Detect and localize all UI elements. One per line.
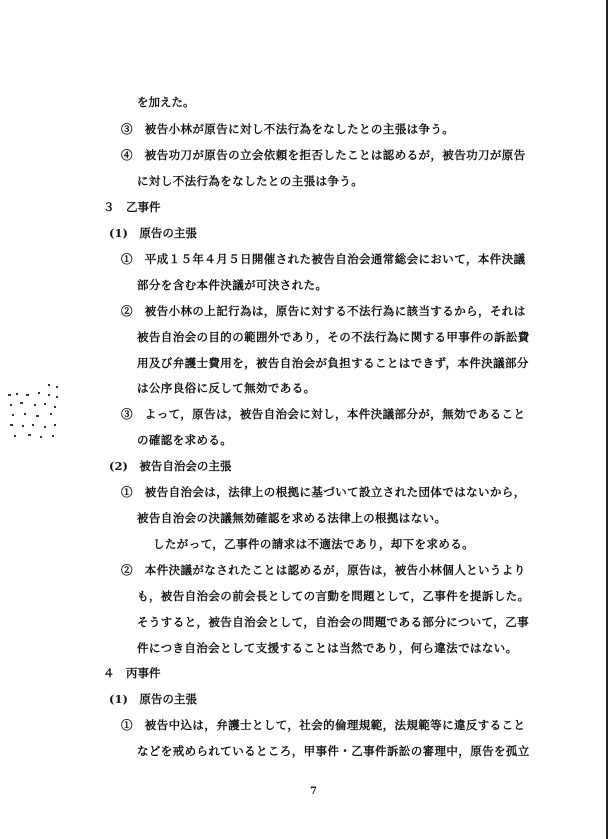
text-line-18: したがって，乙事件の請求は不適法であり，却下を求める。 — [153, 537, 475, 551]
text-line-10: 被告自治会の目的の範囲外であり，その不法行為に関する甲事件の訴訟費 — [137, 330, 530, 344]
text-line-22: 件につき自治会として支援することは当然であり，何ら違法ではない。 — [137, 641, 518, 655]
text-line-20: も，被告自治会の前会長としての言動を問題として，乙事件を提訴した。 — [137, 589, 530, 603]
text-line-1: を加えた。 — [137, 95, 195, 109]
text-line-19: ② 本件決議がなされたことは認めるが，原告は，被告小林個人というより — [121, 563, 526, 577]
text-line-17: 被告自治会の決議無効確認を求める法律上の根拠はない。 — [137, 511, 447, 525]
punch-hole-speckles — [4, 380, 64, 444]
text-line-14: の確認を求める。 — [137, 433, 233, 447]
text-line-16: ① 被告自治会は，法律上の根拠に基づいて設立された団体ではないから， — [121, 485, 526, 499]
text-line-11: 用及び弁護士費用を，被告自治会が負担することはできず，本件決議部分 — [137, 356, 529, 370]
text-line-21: そうすると，被告自治会として，自治会の問題である部分について，乙事 — [137, 615, 530, 629]
text-line-9: ② 被告小林の上記行為は，原告に対する不法行為に該当するから，それは — [121, 304, 526, 318]
section-heading-3: ３ 乙事件 — [103, 200, 161, 214]
scan-edge-line — [606, 0, 608, 839]
text-line-25: ① 被告中込は，弁護士として，社会的倫理規範，法規範等に違反すること — [121, 718, 526, 732]
text-line-7: ① 平成１５年４月５日開催された被告自治会通常総会において，本件決議 — [121, 252, 526, 266]
text-line-8: 部分を含む本件決議が可決された。 — [137, 278, 328, 292]
page-number: 7 — [310, 786, 317, 797]
text-line-12: は公序良俗に反して無効である。 — [137, 381, 316, 395]
section-heading-4: ４ 丙事件 — [103, 666, 161, 680]
text-line-13: ③ よって，原告は，被告自治会に対し，本件決議部分が，無効であること — [121, 407, 526, 421]
subsection-heading-2: (2) 被告自治会の主張 — [109, 459, 232, 473]
text-line-4: に対し不法行為をなしたとの主張は争う。 — [137, 174, 364, 188]
text-line-26: などを戒められているところ，甲事件・乙事件訴訟の審理中，原告を孤立 — [137, 744, 530, 758]
text-line-3: ④ 被告功刀が原告の立会依頼を拒否したことは認めるが，被告功刀が原告 — [121, 148, 526, 162]
subsection-heading-1: (1) 原告の主張 — [109, 226, 197, 240]
text-line-2: ③ 被告小林が原告に対し不法行為をなしたとの主張は争う。 — [121, 122, 455, 136]
subsection-heading-3: (1) 原告の主張 — [109, 692, 197, 706]
